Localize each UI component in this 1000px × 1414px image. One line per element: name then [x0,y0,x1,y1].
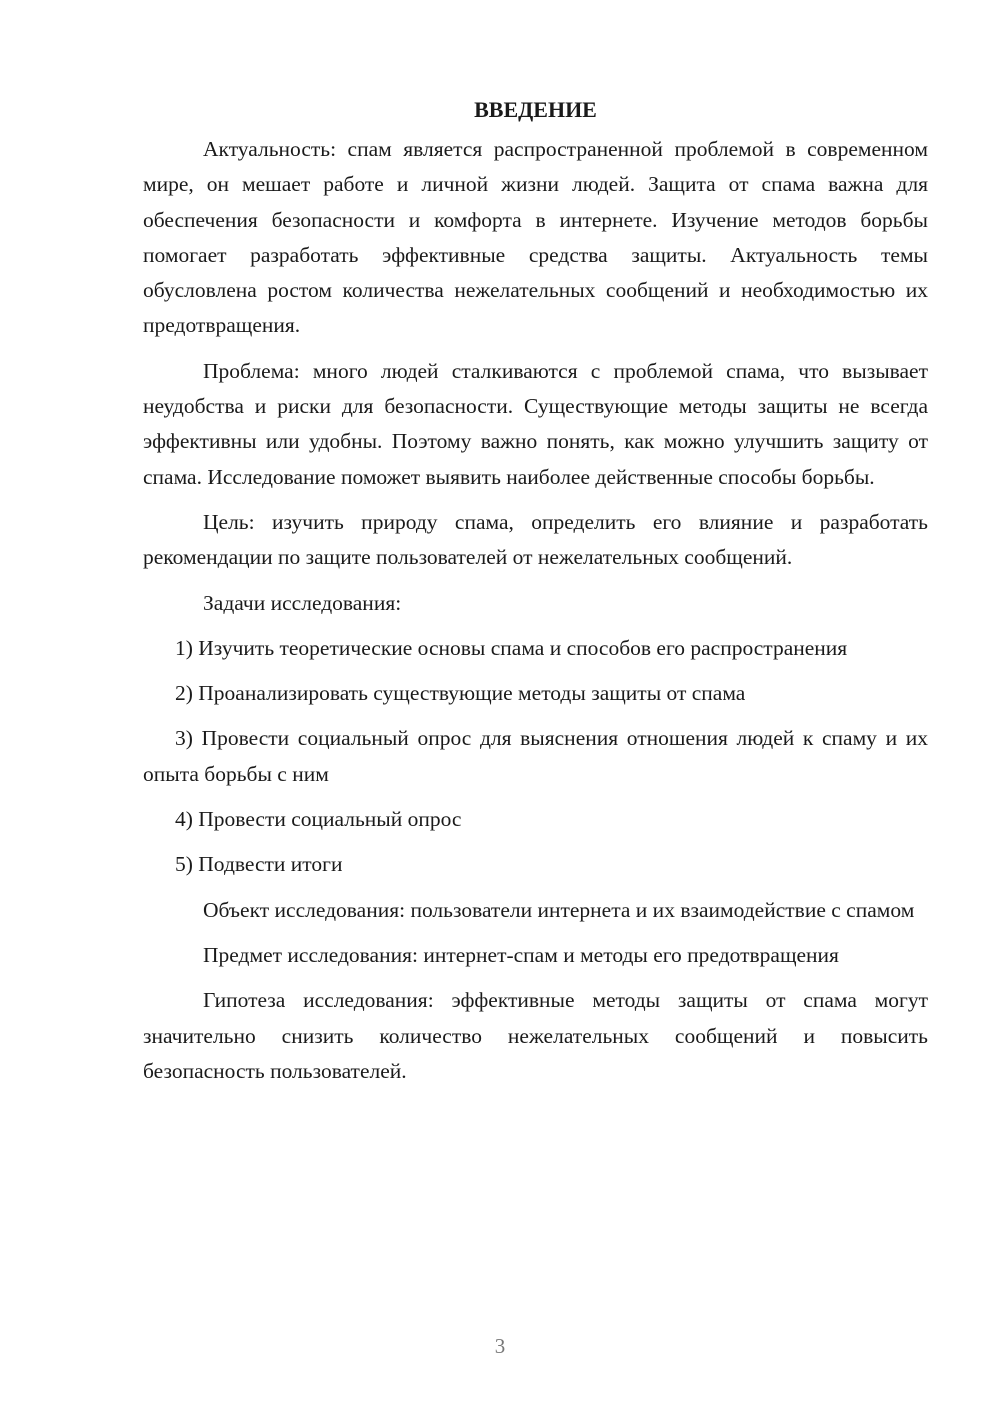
problem-paragraph: Проблема: много людей сталкиваются с проблемой спама, что вызывает неудобства и риски для безопасности. Существующие методы защиты не всегда эффективны или удобны. Поэтому важно понять, как можно улучшить защиту от спама. Исследование поможет выявить наиболее действенные способы борьбы. [143,358,928,489]
task-item-2: 2) Проанализировать существующие методы защиты от спама [175,681,746,706]
tasks-title: Задачи исследования: [203,590,402,615]
section-heading: ВВЕДЕНИЕ [474,97,597,122]
task-item-3: 3) Провести социальный опрос для выяснения отношения людей к спаму и их опыта борьбы с ним [143,726,928,786]
page-number: 3 [494,1334,506,1358]
document-page [143,92,928,1099]
hypothesis-paragraph: Гипотеза исследования: эффективные методы защиты от спама могут значительно снизить количество нежелательных сообщений и повысить безопасность пользователей. [143,988,928,1083]
task-item-5: 5) Подвести итоги [175,852,343,877]
subject-paragraph: Предмет исследования: интернет-спам и методы его предотвращения [203,942,839,967]
task-item-1: 1) Изучить теоретические основы спама и способов его распространения [175,635,848,660]
goal-paragraph: Цель: изучить природу спама, определить его влияние и разработать рекомендации по защите пользователей от нежелательных сообщений. [143,509,928,570]
relevance-paragraph: Актуальность: спам является распространенной проблемой в современном мире, он мешает работе и личной жизни людей. Защита от спама важна для обеспечения безопасности и комфорта в интернете. Изучение методов борьбы помогает разработать эффективные средства защиты. Актуальность темы обусловлена ростом количества нежелательных сообщений и необходимостью их предотвращения. [143,137,928,338]
task-item-4: 4) Провести социальный опрос [175,807,462,832]
object-paragraph: Объект исследования: пользователи интернета и их взаимодействие с спамом [203,897,915,922]
